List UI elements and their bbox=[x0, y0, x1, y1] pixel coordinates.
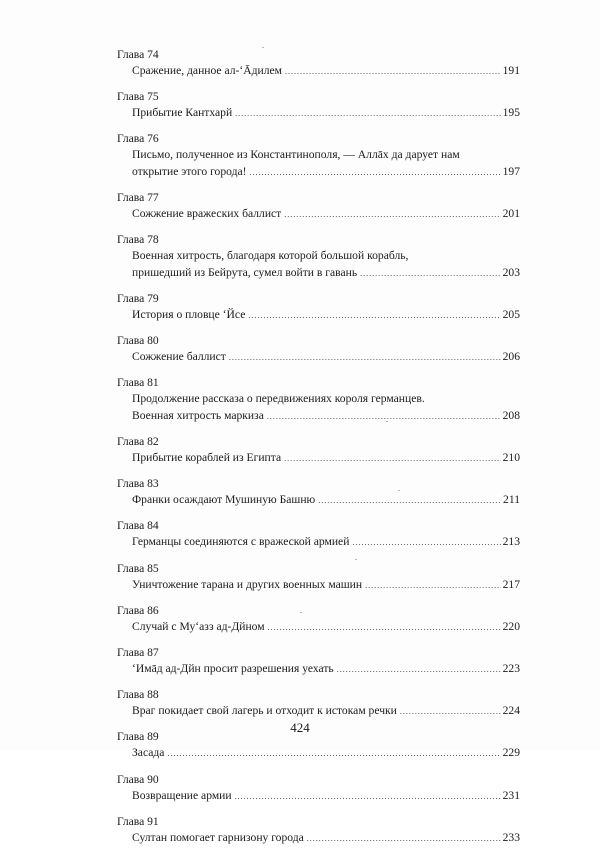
dot-leader bbox=[235, 789, 501, 806]
chapter-title-final-line bbox=[132, 661, 520, 679]
page-reference: 211 bbox=[503, 493, 520, 507]
chapter-title-final-line bbox=[132, 745, 520, 763]
dot-leader bbox=[337, 662, 501, 679]
chapter-label: Глава 81 bbox=[117, 376, 159, 390]
chapter-label: Глава 90 bbox=[117, 772, 159, 786]
chapter-title-final-line bbox=[132, 265, 520, 283]
chapter-title-final-line bbox=[132, 450, 520, 468]
chapter-title-text: Султан помогает гарнизону города bbox=[132, 830, 304, 844]
chapter-title-line: Военная хитрость, благодаря которой большой корабль, bbox=[132, 249, 409, 263]
page-reference: 220 bbox=[502, 619, 520, 633]
page-number: 424 bbox=[290, 720, 310, 735]
chapter-title-final-line bbox=[132, 349, 520, 367]
chapter-label: Глава 78 bbox=[117, 233, 159, 247]
toc-entry bbox=[117, 375, 520, 425]
page-reference: 201 bbox=[502, 207, 520, 221]
toc-entry bbox=[117, 814, 520, 848]
dot-leader bbox=[167, 746, 500, 763]
chapter-title bbox=[117, 745, 520, 763]
print-speck bbox=[398, 490, 400, 491]
dot-leader bbox=[250, 165, 501, 182]
chapter-title-final-line bbox=[132, 307, 520, 325]
page-reference: 231 bbox=[502, 788, 520, 802]
chapter-title-text: пришедший из Бейрута, сумел войти в гавань bbox=[132, 265, 358, 279]
dot-leader bbox=[318, 493, 501, 510]
dot-leader bbox=[235, 106, 500, 123]
chapter-title-final-line bbox=[132, 577, 520, 595]
page-reference: 233 bbox=[502, 830, 520, 844]
chapter-title bbox=[117, 63, 520, 81]
chapter-title-line: Продолжение рассказа о передвижениях короля германцев. bbox=[132, 392, 425, 406]
chapter-label: Глава 89 bbox=[117, 730, 159, 744]
chapter-title bbox=[117, 105, 520, 123]
page-reference: 208 bbox=[502, 408, 520, 422]
chapter-label: Глава 87 bbox=[117, 645, 159, 659]
dot-leader bbox=[307, 831, 501, 848]
chapter-title bbox=[117, 391, 520, 425]
chapter-title bbox=[117, 147, 520, 181]
chapter-title-text: История о пловце ‘Йсе bbox=[132, 307, 246, 321]
toc-entry bbox=[117, 131, 520, 181]
chapter-title-final-line bbox=[132, 619, 520, 637]
chapter-title-text: Сражение, данное ал-‘Āдилем bbox=[132, 64, 282, 77]
chapter-title bbox=[117, 450, 520, 468]
chapter-label: Глава 88 bbox=[117, 688, 159, 702]
dot-leader bbox=[365, 578, 501, 595]
chapter-title-final-line bbox=[132, 492, 520, 510]
chapter-title bbox=[117, 492, 520, 510]
dot-leader bbox=[284, 451, 501, 468]
chapter-label: Глава 84 bbox=[117, 519, 159, 533]
chapter-label: Глава 83 bbox=[117, 477, 159, 491]
chapter-label: Глава 75 bbox=[117, 90, 159, 104]
chapter-title bbox=[117, 534, 520, 552]
chapter-title-text: Франки осаждают Мушиную Башню bbox=[132, 493, 316, 507]
toc-entry bbox=[117, 333, 520, 367]
chapter-title bbox=[117, 206, 520, 224]
chapter-title-final-line bbox=[132, 830, 520, 848]
chapter-title-text: Случай с Му‘азз ад-Дйном bbox=[132, 619, 265, 633]
print-speck bbox=[262, 47, 264, 48]
page-reference: 213 bbox=[502, 535, 520, 549]
chapter-title-text: Военная хитрость маркиза bbox=[132, 408, 264, 422]
chapter-title-final-line bbox=[132, 63, 520, 81]
toc-entry bbox=[117, 561, 520, 595]
chapter-label: Глава 86 bbox=[117, 603, 159, 617]
page-reference: 191 bbox=[502, 64, 520, 77]
chapter-label: Глава 77 bbox=[117, 191, 159, 205]
chapter-title bbox=[117, 248, 520, 282]
chapter-title-final-line bbox=[132, 703, 520, 721]
toc-entry bbox=[117, 232, 520, 282]
page-reference: 223 bbox=[502, 661, 520, 675]
page-reference: 206 bbox=[502, 350, 520, 364]
toc-entry bbox=[117, 603, 520, 637]
page-reference: 224 bbox=[502, 704, 520, 718]
chapter-title-text: Сожжение баллист bbox=[132, 350, 226, 364]
chapter-title-line: Письмо, полученное из Константинополя, — Аллāх да дарует нам bbox=[132, 148, 460, 162]
page-reference: 197 bbox=[502, 164, 520, 178]
chapter-label: Глава 85 bbox=[117, 561, 159, 575]
toc-entry bbox=[117, 687, 520, 721]
chapter-label: Глава 79 bbox=[117, 291, 159, 305]
dot-leader bbox=[284, 207, 500, 224]
dot-leader bbox=[360, 266, 500, 283]
page-reference: 205 bbox=[502, 307, 520, 321]
toc-entry bbox=[117, 47, 520, 81]
print-speck bbox=[386, 421, 388, 422]
chapter-label: Глава 82 bbox=[117, 435, 159, 448]
dot-leader bbox=[268, 620, 501, 637]
chapter-title-text: Уничтожение тарана и других военных машин bbox=[132, 577, 363, 591]
chapter-title bbox=[117, 661, 520, 679]
chapter-title-text: Засада bbox=[132, 746, 165, 760]
chapter-title-text: Сожжение вражеских баллист bbox=[132, 207, 282, 221]
chapter-title bbox=[117, 788, 520, 806]
toc-entry bbox=[117, 476, 520, 510]
dot-leader bbox=[285, 64, 501, 81]
chapter-title bbox=[117, 577, 520, 595]
dot-leader bbox=[352, 535, 500, 552]
chapter-title-final-line bbox=[132, 788, 520, 806]
toc-entry bbox=[117, 291, 520, 325]
toc-entry bbox=[117, 645, 520, 679]
chapter-title-text: Германцы соединяются с вражеской армией bbox=[132, 535, 350, 549]
toc-entry bbox=[117, 434, 520, 468]
chapter-title-text: Возвращение армии bbox=[132, 788, 232, 802]
chapter-label: Глава 74 bbox=[117, 48, 159, 61]
chapter-title-final-line bbox=[132, 105, 520, 123]
page-reference: 210 bbox=[502, 451, 520, 464]
toc-entry bbox=[117, 772, 520, 806]
chapter-title-final-line bbox=[132, 206, 520, 224]
chapter-title-text: ‘Имāд ад-Дйн просит разрешения уехать bbox=[132, 661, 334, 675]
toc-entry bbox=[117, 518, 520, 552]
chapter-title bbox=[117, 830, 520, 848]
chapter-title bbox=[117, 307, 520, 325]
dot-leader bbox=[267, 409, 501, 426]
dot-leader bbox=[248, 308, 500, 325]
chapter-label: Глава 80 bbox=[117, 334, 159, 348]
print-speck bbox=[300, 612, 302, 613]
chapter-title-final-line bbox=[132, 408, 520, 426]
chapter-label: Глава 91 bbox=[117, 814, 159, 828]
chapter-title-text: Враг покидает свой лагерь и отходит к истокам речки bbox=[132, 704, 397, 718]
chapter-title-final-line bbox=[132, 534, 520, 552]
toc-entry bbox=[117, 190, 520, 224]
page-reference: 229 bbox=[502, 746, 520, 760]
page-reference: 195 bbox=[502, 106, 520, 120]
chapter-title bbox=[117, 703, 520, 721]
chapter-label: Глава 76 bbox=[117, 132, 159, 146]
chapter-title-text: открытие этого города! bbox=[132, 164, 247, 178]
chapter-title-text: Прибытие кораблей из Египта bbox=[132, 451, 282, 464]
chapter-title bbox=[117, 349, 520, 367]
chapter-title-final-line bbox=[132, 164, 520, 182]
print-speck bbox=[355, 559, 357, 560]
toc-entry bbox=[117, 89, 520, 123]
page-reference: 217 bbox=[502, 577, 520, 591]
chapter-title-text: Прибытие Кантхарй bbox=[132, 106, 233, 120]
chapter-title bbox=[117, 619, 520, 637]
dot-leader bbox=[229, 350, 501, 367]
page-reference: 203 bbox=[502, 265, 520, 279]
